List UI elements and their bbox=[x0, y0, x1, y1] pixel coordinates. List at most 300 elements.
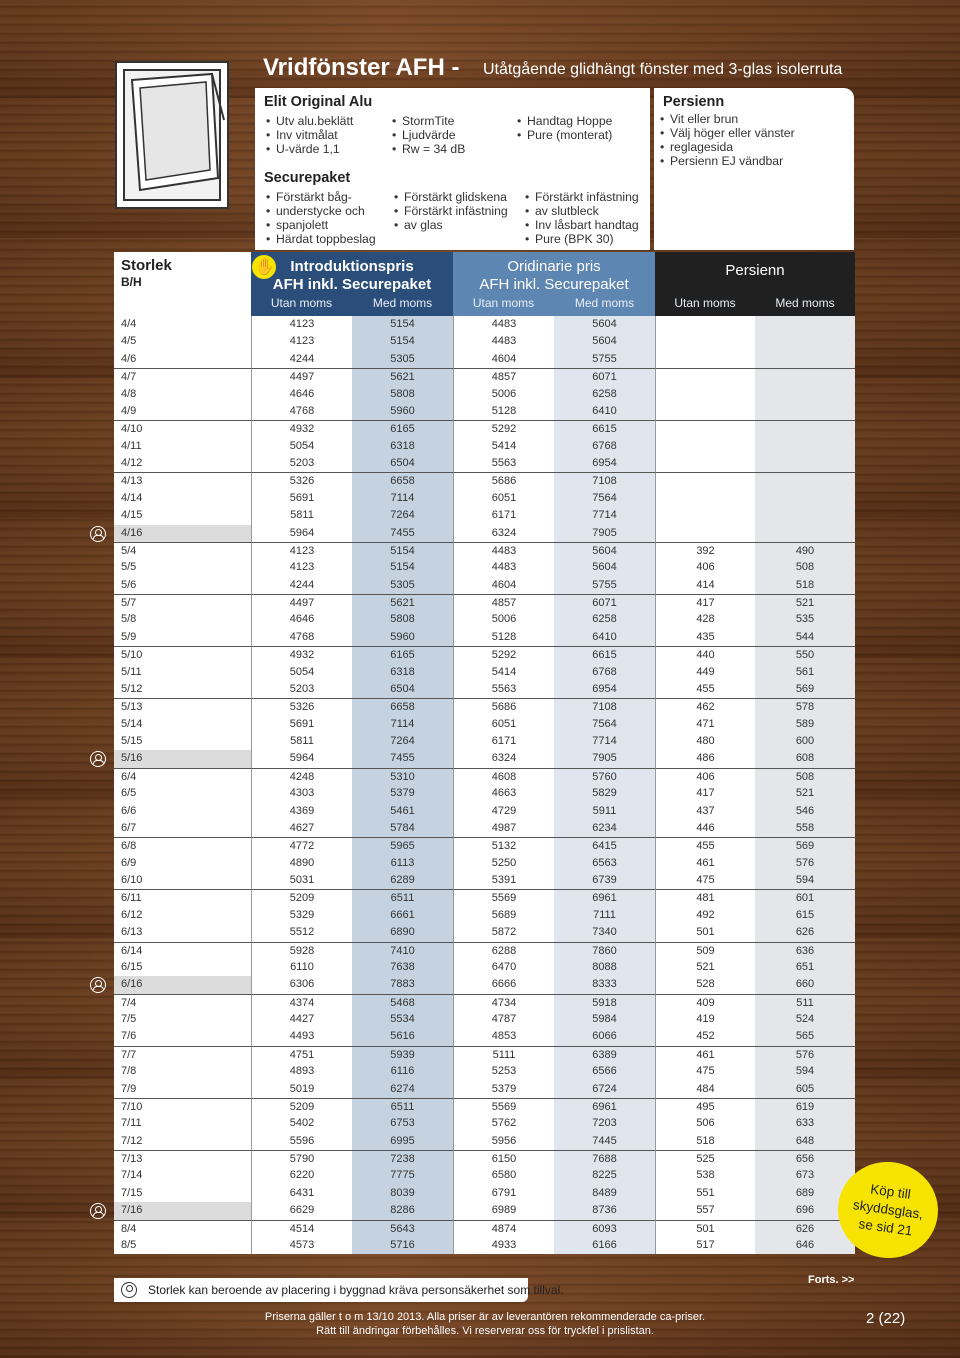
price-cell: 6116 bbox=[352, 1063, 453, 1080]
size-cell: 8/5 bbox=[114, 1237, 251, 1254]
list-item: • Inv vitmålat bbox=[264, 128, 353, 142]
price-cell: 8286 bbox=[352, 1202, 453, 1219]
badge-line-1: Köp till bbox=[869, 1181, 912, 1202]
page-subtitle: Utåtgående glidhängt fönster med 3-glas isolerruta bbox=[483, 61, 843, 78]
price-cell: 428 bbox=[655, 611, 755, 628]
price-cell: 6511 bbox=[352, 889, 453, 907]
price-cell: 5019 bbox=[251, 1081, 352, 1098]
table-row bbox=[114, 733, 855, 750]
table-row bbox=[114, 455, 855, 472]
size-cell: 6/13 bbox=[114, 924, 251, 941]
size-cell: 6/16 bbox=[114, 976, 251, 993]
price-cell: 7564 bbox=[554, 490, 655, 507]
price-cell: 619 bbox=[755, 1098, 855, 1116]
table-body bbox=[114, 316, 855, 1254]
price-cell: 6324 bbox=[453, 750, 554, 767]
price-cell: 4369 bbox=[251, 803, 352, 820]
price-cell bbox=[655, 420, 755, 437]
price-cell: 4604 bbox=[453, 351, 554, 368]
size-cell: 7/11 bbox=[114, 1115, 251, 1132]
table-row bbox=[114, 803, 855, 820]
price-cell: 461 bbox=[655, 855, 755, 872]
table-row bbox=[114, 1202, 855, 1219]
price-cell: 4497 bbox=[251, 594, 352, 611]
table-row bbox=[114, 1237, 855, 1254]
table-row bbox=[114, 942, 855, 959]
list-item: • Förstärkt infästning bbox=[523, 190, 639, 204]
product-info-card bbox=[255, 88, 650, 250]
elit-list-3 bbox=[515, 114, 612, 142]
price-cell: 5811 bbox=[251, 733, 352, 750]
price-cell: 5379 bbox=[352, 785, 453, 802]
title-bar bbox=[255, 48, 855, 88]
list-item: • Pure (monterat) bbox=[515, 128, 612, 142]
price-cell: 7883 bbox=[352, 976, 453, 993]
ord-utan-moms: Utan moms bbox=[472, 296, 535, 310]
price-cell: 4123 bbox=[251, 333, 352, 350]
table-row bbox=[114, 681, 855, 698]
elit-heading: Elit Original Alu bbox=[264, 94, 373, 110]
price-cell: 511 bbox=[755, 994, 855, 1012]
size-cell: 8/4 bbox=[114, 1220, 251, 1237]
table-row bbox=[114, 872, 855, 889]
price-cell: 449 bbox=[655, 664, 755, 681]
price-cell: 471 bbox=[655, 716, 755, 733]
price-cell: 5604 bbox=[554, 559, 655, 576]
price-cell: 6629 bbox=[251, 1202, 352, 1219]
price-cell bbox=[655, 490, 755, 507]
price-cell: 8333 bbox=[554, 976, 655, 993]
price-cell: 651 bbox=[755, 959, 855, 976]
size-cell: 6/7 bbox=[114, 820, 251, 837]
size-cell: 5/15 bbox=[114, 733, 251, 750]
price-cell: 6658 bbox=[352, 472, 453, 490]
table-row bbox=[114, 907, 855, 924]
price-cell: 524 bbox=[755, 1011, 855, 1028]
price-cell: 5918 bbox=[554, 994, 655, 1012]
price-cell: 4987 bbox=[453, 820, 554, 837]
price-cell: 414 bbox=[655, 577, 755, 594]
size-cell: 7/12 bbox=[114, 1133, 251, 1150]
price-cell: 576 bbox=[755, 1046, 855, 1064]
size-cell: 4/10 bbox=[114, 420, 251, 437]
price-cell: 8088 bbox=[554, 959, 655, 976]
price-cell: 5329 bbox=[251, 907, 352, 924]
person-safety-icon bbox=[90, 977, 106, 993]
price-cell: 5391 bbox=[453, 872, 554, 889]
table-row bbox=[114, 1150, 855, 1167]
price-cell bbox=[655, 455, 755, 472]
price-cell: 6410 bbox=[554, 629, 655, 646]
price-cell: 4627 bbox=[251, 820, 352, 837]
price-cell: 7111 bbox=[554, 907, 655, 924]
table-row bbox=[114, 889, 855, 906]
price-cell: 6220 bbox=[251, 1167, 352, 1184]
table-row bbox=[114, 1115, 855, 1132]
size-cell: 7/14 bbox=[114, 1167, 251, 1184]
price-cell: 4857 bbox=[453, 368, 554, 385]
price-cell: 5689 bbox=[453, 907, 554, 924]
price-cell: 5616 bbox=[352, 1028, 453, 1045]
price-cell: 5965 bbox=[352, 837, 453, 855]
table-row bbox=[114, 698, 855, 715]
price-cell: 521 bbox=[755, 785, 855, 802]
size-cell: 5/14 bbox=[114, 716, 251, 733]
price-cell: 7203 bbox=[554, 1115, 655, 1132]
price-cell: 557 bbox=[655, 1202, 755, 1219]
price-cell: 5686 bbox=[453, 698, 554, 715]
person-safety-icon bbox=[90, 751, 106, 767]
size-cell: 7/16 bbox=[114, 1202, 251, 1219]
size-cell: 5/8 bbox=[114, 611, 251, 628]
price-cell: 5154 bbox=[352, 542, 453, 560]
price-cell: 6658 bbox=[352, 698, 453, 716]
list-item: • Rw = 34 dB bbox=[390, 142, 465, 156]
price-cell: 626 bbox=[755, 924, 855, 941]
size-cell: 6/8 bbox=[114, 837, 251, 854]
list-item: • Handtag Hoppe bbox=[515, 114, 612, 128]
table-row bbox=[114, 611, 855, 628]
price-cell: 7264 bbox=[352, 733, 453, 750]
price-cell: 4933 bbox=[453, 1237, 554, 1254]
price-cell: 6954 bbox=[554, 455, 655, 472]
ord-med-moms: Med moms bbox=[574, 296, 635, 310]
size-cell: 7/6 bbox=[114, 1028, 251, 1045]
price-cell: 484 bbox=[655, 1081, 755, 1098]
price-cell: 6110 bbox=[251, 959, 352, 976]
price-cell: 4646 bbox=[251, 386, 352, 403]
price-cell: 5563 bbox=[453, 681, 554, 698]
size-cell: 4/16 bbox=[114, 525, 251, 542]
price-cell: 440 bbox=[655, 646, 755, 663]
price-table bbox=[114, 252, 855, 1254]
price-cell: 5956 bbox=[453, 1133, 554, 1150]
size-cell: 5/16 bbox=[114, 750, 251, 767]
footnote bbox=[114, 1278, 564, 1302]
table-row bbox=[114, 1028, 855, 1045]
table-row bbox=[114, 750, 855, 767]
price-cell: 6410 bbox=[554, 403, 655, 420]
price-cell: 6615 bbox=[554, 646, 655, 664]
table-row bbox=[114, 768, 855, 785]
price-cell: 5132 bbox=[453, 837, 554, 854]
price-cell: 5604 bbox=[554, 316, 655, 333]
price-cell: 594 bbox=[755, 1063, 855, 1080]
price-cell: 6995 bbox=[352, 1133, 453, 1150]
price-cell: 6324 bbox=[453, 525, 554, 542]
list-item: • Förstärkt båg- bbox=[264, 190, 376, 204]
price-cell: 5512 bbox=[251, 924, 352, 941]
price-cell: 7638 bbox=[352, 959, 453, 976]
price-cell: 544 bbox=[755, 629, 855, 646]
price-cell: 5209 bbox=[251, 1098, 352, 1115]
price-cell: 5379 bbox=[453, 1081, 554, 1098]
price-cell: 8225 bbox=[554, 1167, 655, 1184]
price-cell: 486 bbox=[655, 750, 755, 767]
price-cell: 578 bbox=[755, 698, 855, 716]
size-cell: 7/15 bbox=[114, 1185, 251, 1202]
size-cell: 4/11 bbox=[114, 438, 251, 455]
ord-subtitle: AFH inkl. Securepaket bbox=[479, 276, 629, 293]
price-cell: 521 bbox=[655, 959, 755, 976]
price-cell bbox=[755, 420, 855, 438]
price-cell: 5762 bbox=[453, 1115, 554, 1132]
price-cell: 521 bbox=[755, 594, 855, 612]
table-row bbox=[114, 438, 855, 455]
price-cell: 4497 bbox=[251, 368, 352, 385]
price-cell: 4248 bbox=[251, 768, 352, 785]
price-cell: 6890 bbox=[352, 924, 453, 941]
size-cell: 7/4 bbox=[114, 994, 251, 1011]
price-cell: 6258 bbox=[554, 386, 655, 403]
table-row bbox=[114, 333, 855, 350]
price-cell: 6791 bbox=[453, 1185, 554, 1202]
size-cell: 5/6 bbox=[114, 577, 251, 594]
price-cell: 4857 bbox=[453, 594, 554, 611]
price-cell: 601 bbox=[755, 889, 855, 907]
price-cell: 5154 bbox=[352, 316, 453, 333]
price-cell: 7264 bbox=[352, 507, 453, 524]
size-cell: 7/9 bbox=[114, 1081, 251, 1098]
price-cell: 528 bbox=[655, 976, 755, 993]
price-cell: 4787 bbox=[453, 1011, 554, 1028]
table-row bbox=[114, 1098, 855, 1115]
price-cell: 5604 bbox=[554, 542, 655, 560]
list-item: • Välj höger eller vänster bbox=[658, 126, 795, 140]
price-cell: 6615 bbox=[554, 420, 655, 438]
size-cell: 6/11 bbox=[114, 889, 251, 906]
price-cell: 615 bbox=[755, 907, 855, 924]
price-cell: 6171 bbox=[453, 733, 554, 750]
person-safety-icon bbox=[90, 1203, 106, 1219]
price-cell bbox=[755, 490, 855, 507]
price-cell: 5811 bbox=[251, 507, 352, 524]
table-row bbox=[114, 368, 855, 385]
price-cell: 518 bbox=[655, 1133, 755, 1150]
price-cell: 5784 bbox=[352, 820, 453, 837]
list-item: • av glas bbox=[392, 218, 508, 232]
price-cell: 6389 bbox=[554, 1046, 655, 1064]
size-cell: 6/12 bbox=[114, 907, 251, 924]
price-cell bbox=[755, 403, 855, 420]
table-row bbox=[114, 1133, 855, 1150]
price-cell bbox=[755, 525, 855, 542]
price-cell: 6150 bbox=[453, 1150, 554, 1167]
price-cell: 5691 bbox=[251, 490, 352, 507]
size-cell: 5/9 bbox=[114, 629, 251, 646]
price-cell: 406 bbox=[655, 768, 755, 785]
price-cell: 565 bbox=[755, 1028, 855, 1045]
price-cell: 7860 bbox=[554, 942, 655, 960]
table-row bbox=[114, 994, 855, 1011]
price-cell: 6580 bbox=[453, 1167, 554, 1184]
price-cell: 5596 bbox=[251, 1133, 352, 1150]
price-cell: 455 bbox=[655, 681, 755, 698]
pers-med-moms: Med moms bbox=[775, 296, 835, 310]
price-cell: 508 bbox=[755, 559, 855, 576]
price-cell: 5716 bbox=[352, 1237, 453, 1254]
size-cell: 6/14 bbox=[114, 942, 251, 959]
price-cell: 480 bbox=[655, 733, 755, 750]
price-cell: 5534 bbox=[352, 1011, 453, 1028]
price-cell: 558 bbox=[755, 820, 855, 837]
price-cell: 4768 bbox=[251, 629, 352, 646]
price-cell: 7410 bbox=[352, 942, 453, 960]
window-illustration bbox=[114, 60, 232, 212]
price-cell: 4874 bbox=[453, 1220, 554, 1237]
price-cell: 7340 bbox=[554, 924, 655, 941]
table-row bbox=[114, 959, 855, 976]
price-cell: 5691 bbox=[251, 716, 352, 733]
price-cell: 6989 bbox=[453, 1202, 554, 1219]
price-cell: 608 bbox=[755, 750, 855, 767]
intro-subtitle: AFH inkl. Securepaket bbox=[272, 276, 432, 293]
price-cell: 6415 bbox=[554, 837, 655, 855]
price-cell: 481 bbox=[655, 889, 755, 906]
table-row bbox=[114, 646, 855, 663]
price-cell: 6051 bbox=[453, 716, 554, 733]
table-row bbox=[114, 542, 855, 559]
price-cell: 5760 bbox=[554, 768, 655, 786]
price-cell: 5468 bbox=[352, 994, 453, 1012]
price-cell: 455 bbox=[655, 837, 755, 854]
price-cell: 6563 bbox=[554, 855, 655, 872]
size-cell: 5/4 bbox=[114, 542, 251, 559]
price-cell: 6071 bbox=[554, 594, 655, 612]
price-cell: 648 bbox=[755, 1133, 855, 1150]
price-cell: 6258 bbox=[554, 611, 655, 628]
price-cell: 5808 bbox=[352, 611, 453, 628]
price-cell: 5154 bbox=[352, 559, 453, 576]
price-cell: 5006 bbox=[453, 611, 554, 628]
price-cell: 646 bbox=[755, 1237, 855, 1254]
price-cell: 5154 bbox=[352, 333, 453, 350]
price-cell: 7108 bbox=[554, 472, 655, 490]
size-cell: 5/7 bbox=[114, 594, 251, 611]
table-row bbox=[114, 490, 855, 507]
ord-title: Oridinarie pris bbox=[507, 258, 601, 275]
price-cell: 656 bbox=[755, 1150, 855, 1168]
price-cell: 5305 bbox=[352, 351, 453, 368]
price-cell: 4493 bbox=[251, 1028, 352, 1045]
price-cell: 490 bbox=[755, 542, 855, 560]
list-item: • understycke och bbox=[264, 204, 376, 218]
table-row bbox=[114, 403, 855, 420]
price-cell: 4751 bbox=[251, 1046, 352, 1063]
price-cell: 7714 bbox=[554, 733, 655, 750]
price-cell: 5939 bbox=[352, 1046, 453, 1064]
price-cell: 6661 bbox=[352, 907, 453, 924]
price-cell: 4244 bbox=[251, 351, 352, 368]
price-cell: 6961 bbox=[554, 889, 655, 907]
price-cell: 5755 bbox=[554, 351, 655, 368]
table-row bbox=[114, 820, 855, 837]
price-cell: 5203 bbox=[251, 455, 352, 472]
badge-line-3: se sid 21 bbox=[857, 1216, 914, 1239]
table-row bbox=[114, 837, 855, 854]
price-cell: 6724 bbox=[554, 1081, 655, 1098]
price-cell: 7564 bbox=[554, 716, 655, 733]
price-cell: 6954 bbox=[554, 681, 655, 698]
price-cell: 535 bbox=[755, 611, 855, 628]
price-cell bbox=[755, 368, 855, 386]
price-cell: 5253 bbox=[453, 1063, 554, 1080]
price-cell: 7455 bbox=[352, 750, 453, 767]
table-row bbox=[114, 351, 855, 368]
price-cell: 5604 bbox=[554, 333, 655, 350]
table-row bbox=[114, 507, 855, 524]
price-cell: 495 bbox=[655, 1098, 755, 1115]
size-cell: 7/13 bbox=[114, 1150, 251, 1167]
price-cell: 5964 bbox=[251, 525, 352, 542]
price-cell: 7455 bbox=[352, 525, 453, 542]
size-cell: 4/4 bbox=[114, 316, 251, 333]
price-cell bbox=[755, 316, 855, 333]
size-cell: 6/9 bbox=[114, 855, 251, 872]
table-row bbox=[114, 1081, 855, 1098]
size-cell: 6/6 bbox=[114, 803, 251, 820]
table-row bbox=[114, 716, 855, 733]
person-safety-icon bbox=[121, 1282, 137, 1298]
table-row bbox=[114, 855, 855, 872]
price-cell: 525 bbox=[655, 1150, 755, 1167]
table-row bbox=[114, 1063, 855, 1080]
header-introduktionspris bbox=[251, 252, 453, 316]
price-cell: 4932 bbox=[251, 420, 352, 437]
intro-med-moms: Med moms bbox=[372, 296, 433, 310]
continued-label: Forts. >> bbox=[808, 1274, 855, 1286]
price-cell: 6071 bbox=[554, 368, 655, 386]
size-cell: 7/7 bbox=[114, 1046, 251, 1063]
price-cell: 6318 bbox=[352, 438, 453, 455]
header-storlek bbox=[114, 252, 251, 316]
price-cell: 452 bbox=[655, 1028, 755, 1045]
price-cell: 446 bbox=[655, 820, 755, 837]
pers-title: Persienn bbox=[725, 262, 785, 279]
price-cell: 5128 bbox=[453, 629, 554, 646]
table-row bbox=[114, 525, 855, 542]
page-number: 2 (22) bbox=[866, 1310, 906, 1327]
price-cell: 5790 bbox=[251, 1150, 352, 1167]
price-cell: 626 bbox=[755, 1220, 855, 1238]
price-cell: 5569 bbox=[453, 1098, 554, 1115]
price-cell: 5984 bbox=[554, 1011, 655, 1028]
price-cell: 518 bbox=[755, 577, 855, 594]
price-cell bbox=[655, 507, 755, 524]
price-cell: 5054 bbox=[251, 438, 352, 455]
price-cell: 5054 bbox=[251, 664, 352, 681]
price-cell: 6113 bbox=[352, 855, 453, 872]
price-cell: 5111 bbox=[453, 1046, 554, 1063]
price-cell: 462 bbox=[655, 698, 755, 715]
list-item: • Pure (BPK 30) bbox=[523, 232, 639, 246]
price-cell: 5960 bbox=[352, 629, 453, 646]
price-cell: 7445 bbox=[554, 1133, 655, 1150]
table-row bbox=[114, 664, 855, 681]
price-cell: 6165 bbox=[352, 420, 453, 438]
price-cell: 5326 bbox=[251, 472, 352, 489]
price-cell: 5928 bbox=[251, 942, 352, 959]
elit-list-1 bbox=[264, 114, 353, 156]
price-cell: 5755 bbox=[554, 577, 655, 594]
page-title: Vridfönster AFH - bbox=[263, 54, 460, 81]
size-cell: 5/11 bbox=[114, 664, 251, 681]
price-cell bbox=[655, 316, 755, 333]
header-ordinarie-pris bbox=[453, 252, 655, 316]
price-cell: 4729 bbox=[453, 803, 554, 820]
price-cell: 5128 bbox=[453, 403, 554, 420]
table-row bbox=[114, 976, 855, 993]
